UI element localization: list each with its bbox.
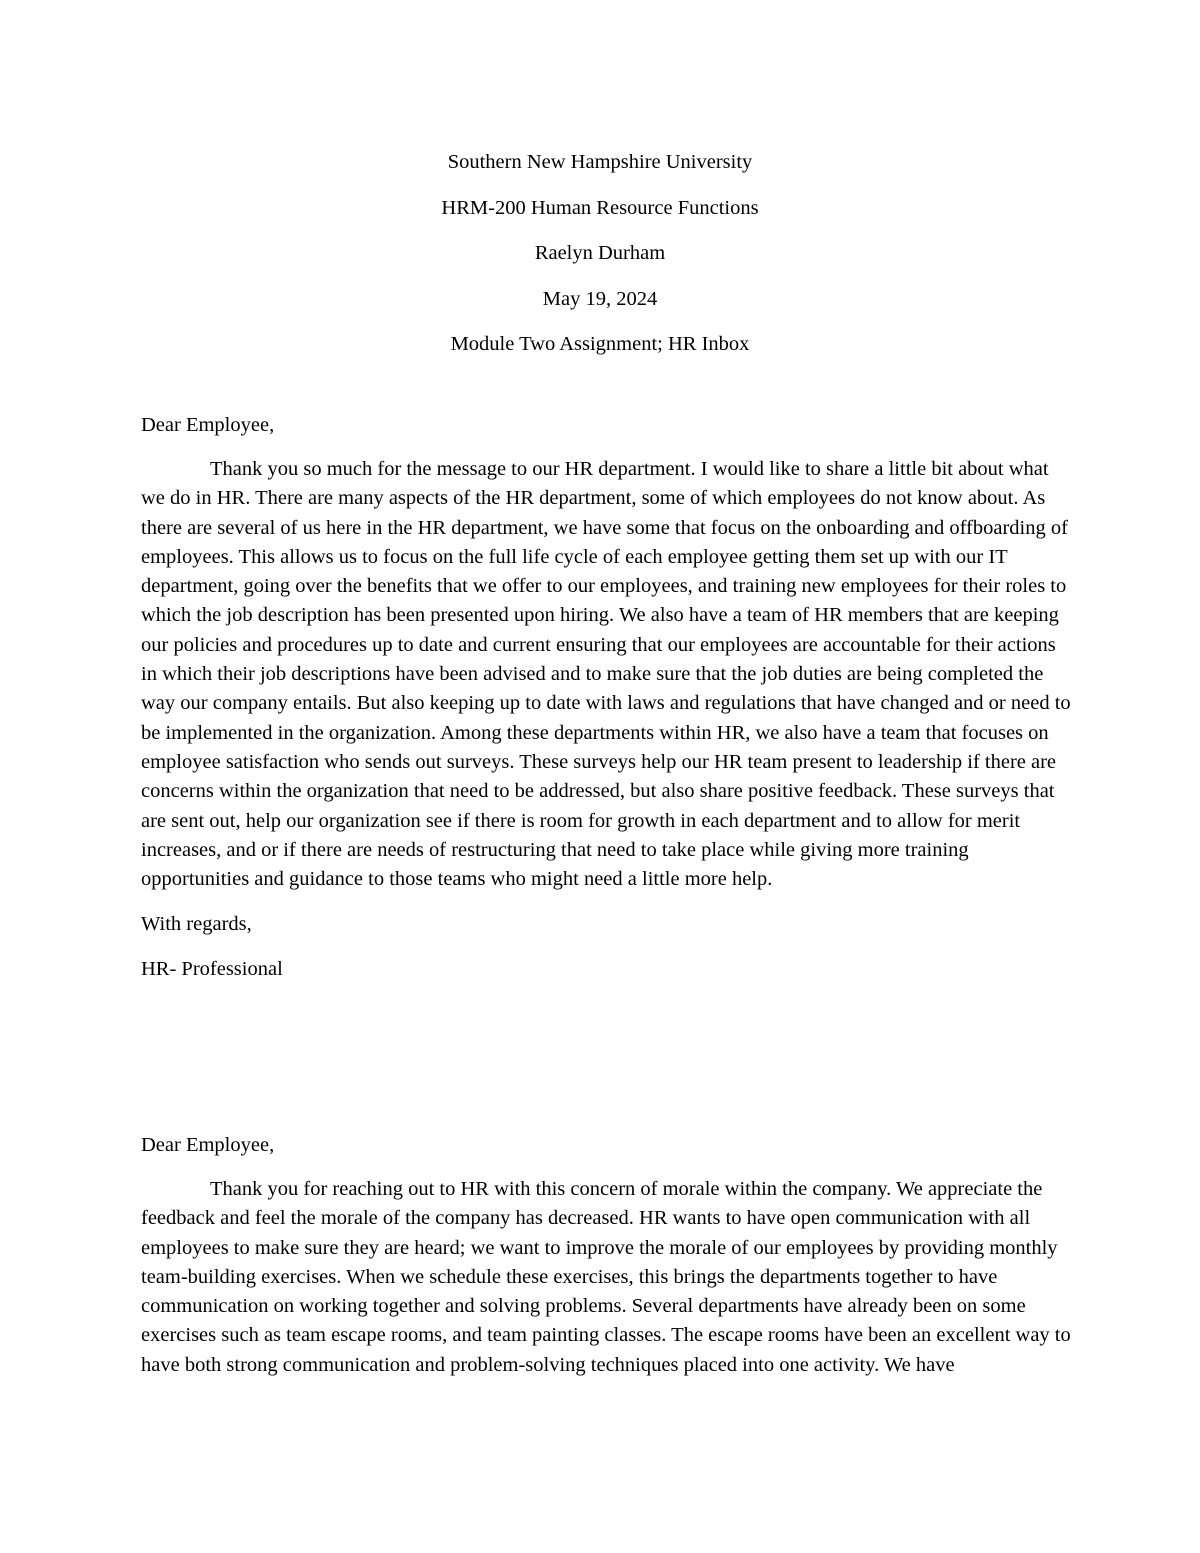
title-block	[0, 140, 1200, 368]
document-date: May 19, 2024	[542, 287, 658, 310]
letter-salutation: Dear Employee,	[141, 414, 275, 436]
letter-salutation: Dear Employee,	[141, 1134, 275, 1156]
author-name: Raelyn Durham	[534, 242, 666, 264]
university-name: Southern New Hampshire University	[447, 151, 753, 173]
letter-body: Thank you so much for the message to our HR department. I would like to share a little bit about what we do in HR. There are many aspects of the HR department, some of which employees do not know about. As there are several of us here in the HR department, we have some that focus on the onboarding and offboarding of employees. This allows us to focus on the full life cycle of each employee getting them set up with our IT department, going over the benefits that we offer to our employees, and training new employees for their roles to which the job description has been presented upon hiring. We also have a team of HR members that are keeping our policies and procedures up to date and current ensuring that our employees are accountable for their actions in which their job descriptions have been advised and to make sure that the job duties are being completed the way our company entails. But also keeping up to date with laws and regulations that have changed and or need to be implemented in the organization. Among these departments within HR, we also have a team that focuses on employee satisfaction who sends out surveys. These surveys help our HR team present to leadership if there are concerns within the organization that need to be addressed, but also share positive feedback. These surveys that are sent out, help our organization see if there is room for growth in each department and to allow for merit increases, and or if there are needs of restructuring that need to take place while giving more training opportunities and guidance to those teams who might need a little more help.	[141, 458, 1071, 891]
course-title: HRM-200 Human Resource Functions	[441, 196, 759, 219]
letter-closing: With regards,	[141, 913, 252, 936]
letter-first	[141, 411, 1071, 984]
letter-body: Thank you for reaching out to HR with this concern of morale within the company. We appreciate the feedback and feel the morale of the company has decreased. HR wants to have open communication with all employees to make sure they are heard; we want to improve the morale of our employees by providing monthly team-building exercises. When we schedule these exercises, this brings the departments together to have communication on working together and solving problems. Several departments have already been on some exercises such as team escape rooms, and team painting classes. The escape rooms have been an excellent way to have both strong communication and problem-solving techniques placed into one activity. We have	[141, 1178, 1071, 1376]
letter-second	[141, 1131, 1071, 1380]
letter-signature: HR- Professional	[141, 958, 283, 981]
assignment-title: Module Two Assignment; HR Inbox	[450, 333, 750, 355]
